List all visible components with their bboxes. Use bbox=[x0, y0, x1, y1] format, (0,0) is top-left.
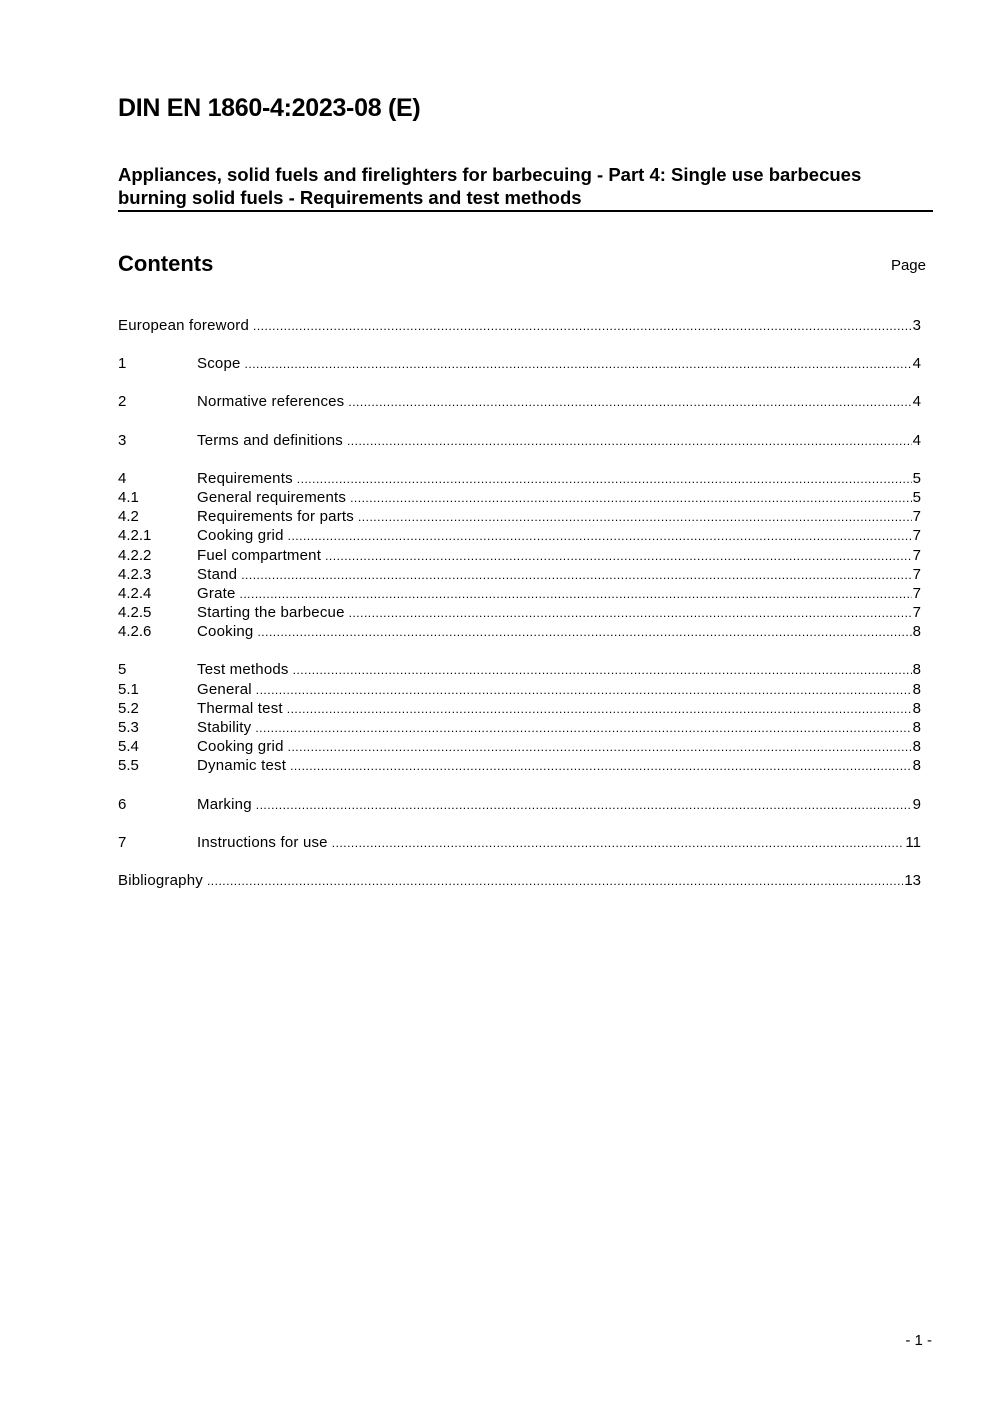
toc-entry-page: 9 bbox=[912, 795, 921, 813]
toc-entry-number: 5.2 bbox=[118, 699, 139, 717]
toc-dot-leader bbox=[287, 700, 912, 719]
toc-entry-number: 4.2.1 bbox=[118, 527, 152, 545]
toc-dot-leader bbox=[297, 470, 912, 489]
toc-entry-number: 5.4 bbox=[118, 738, 139, 756]
toc-entry-number: 5.3 bbox=[118, 719, 139, 736]
toc-entry-number: 4 bbox=[118, 469, 127, 487]
toc-entry-page: 13 bbox=[904, 871, 921, 889]
toc-dot-leader bbox=[288, 527, 912, 546]
toc-entry-number: 1 bbox=[118, 355, 127, 373]
toc-entry[interactable] bbox=[118, 622, 921, 641]
toc-entry-page: 8 bbox=[912, 738, 921, 756]
toc-dot-leader bbox=[358, 508, 912, 527]
toc-dot-leader bbox=[257, 623, 911, 642]
toc-entry-title: Marking bbox=[197, 795, 252, 813]
toc-entry-number: 5.1 bbox=[118, 680, 139, 698]
toc-entry-number: 2 bbox=[118, 393, 127, 411]
toc-entry-page: 8 bbox=[912, 699, 921, 717]
toc-entry[interactable] bbox=[118, 469, 921, 488]
toc-dot-leader bbox=[347, 432, 912, 451]
toc-dot-leader bbox=[349, 604, 912, 623]
page-column-label: Page bbox=[890, 257, 926, 274]
toc-entry[interactable] bbox=[118, 833, 921, 852]
toc-entry[interactable] bbox=[118, 603, 921, 622]
toc-entry-page: 7 bbox=[912, 565, 921, 583]
toc-dot-leader bbox=[288, 738, 912, 757]
toc-entry-page: 8 bbox=[912, 719, 921, 736]
toc-entry[interactable] bbox=[118, 431, 921, 450]
toc-entry-title: Thermal test bbox=[197, 699, 283, 717]
toc-entry[interactable] bbox=[118, 737, 921, 756]
toc-entry[interactable] bbox=[118, 392, 921, 411]
toc-dot-leader bbox=[256, 681, 912, 700]
toc-dot-leader bbox=[240, 585, 912, 604]
toc-entry-number: 5.5 bbox=[118, 757, 139, 775]
toc-entry[interactable] bbox=[118, 795, 921, 814]
toc-entry-title: Instructions for use bbox=[197, 833, 328, 851]
toc-dot-leader bbox=[245, 355, 912, 374]
toc-entry-number: 4.2.4 bbox=[118, 584, 152, 602]
toc-dot-leader bbox=[332, 834, 905, 853]
toc-entry-page: 8 bbox=[912, 757, 921, 775]
toc-entry[interactable] bbox=[118, 354, 921, 373]
toc-entry-title: Grate bbox=[197, 584, 236, 602]
toc-dot-leader bbox=[255, 719, 911, 738]
toc-entry-number: 7 bbox=[118, 833, 127, 851]
toc-entry-title: Normative references bbox=[197, 393, 345, 411]
toc-entry[interactable] bbox=[118, 316, 921, 335]
toc-entry[interactable] bbox=[118, 584, 921, 603]
toc-entry-number: 5 bbox=[118, 661, 127, 679]
toc-entry-number: 4.2.6 bbox=[118, 623, 152, 641]
toc-entry-page: 7 bbox=[912, 546, 921, 564]
toc-entry-number: 4.2.3 bbox=[118, 565, 152, 583]
toc-entry-page: 7 bbox=[912, 604, 921, 622]
toc-entry-title: Stand bbox=[197, 565, 238, 583]
toc-entry-page: 5 bbox=[912, 488, 921, 506]
toc-entry-number: 6 bbox=[118, 795, 127, 813]
toc-entry-title: Bibliography bbox=[118, 871, 203, 889]
toc-entry[interactable] bbox=[118, 871, 921, 890]
toc-entry-title: Stability bbox=[197, 719, 252, 736]
toc-entry-number: 4.2.5 bbox=[118, 604, 152, 622]
toc-entry-page: 4 bbox=[912, 431, 921, 449]
toc-entry-title: Cooking bbox=[197, 623, 254, 641]
toc-entry-page: 4 bbox=[912, 393, 921, 411]
toc-entry[interactable] bbox=[118, 680, 921, 699]
toc-entry[interactable] bbox=[118, 756, 921, 775]
toc-entry-page: 8 bbox=[912, 623, 921, 641]
toc-entry-title: Dynamic test bbox=[197, 757, 287, 775]
table-of-contents bbox=[118, 316, 921, 890]
toc-entry-number: 3 bbox=[118, 431, 127, 449]
toc-entry-page: 3 bbox=[912, 317, 921, 334]
contents-heading: Contents bbox=[118, 251, 214, 276]
toc-entry-page: 7 bbox=[912, 508, 921, 526]
toc-entry[interactable] bbox=[118, 507, 921, 526]
toc-dot-leader bbox=[325, 547, 912, 566]
toc-entry-page: 4 bbox=[912, 355, 921, 373]
toc-entry-title: General requirements bbox=[197, 488, 347, 506]
toc-entry-title: Fuel compartment bbox=[197, 546, 322, 564]
toc-entry[interactable] bbox=[118, 699, 921, 718]
toc-entry-title: Test methods bbox=[197, 661, 289, 679]
document-title: Appliances, solid fuels and firelighters for barbecuing - Part 4: Single use barbecues burning solid fuels - Requirements and test methods bbox=[118, 163, 933, 212]
toc-entry-number: 4.2.2 bbox=[118, 546, 152, 564]
toc-entry-page: 11 bbox=[905, 833, 921, 851]
toc-entry[interactable] bbox=[118, 546, 921, 565]
toc-entry-page: 8 bbox=[912, 661, 921, 679]
toc-entry-number: 4.1 bbox=[118, 488, 139, 506]
toc-entry-title: Requirements bbox=[197, 469, 293, 487]
toc-dot-leader bbox=[350, 489, 912, 508]
toc-entry-page: 7 bbox=[912, 527, 921, 545]
toc-entry-title: European foreword bbox=[118, 317, 249, 334]
toc-entry-page: 7 bbox=[912, 584, 921, 602]
toc-entry-title: Cooking grid bbox=[197, 738, 284, 756]
toc-entry-title: Requirements for parts bbox=[197, 508, 354, 526]
toc-dot-leader bbox=[290, 757, 912, 776]
toc-entry-page: 5 bbox=[912, 469, 921, 487]
toc-dot-leader bbox=[207, 872, 903, 891]
toc-dot-leader bbox=[241, 566, 911, 585]
toc-entry[interactable] bbox=[118, 565, 921, 584]
toc-entry-page: 8 bbox=[912, 680, 921, 698]
page-number: - 1 - bbox=[905, 1332, 932, 1349]
toc-entry-title: General bbox=[197, 680, 252, 698]
toc-entry[interactable] bbox=[118, 660, 921, 679]
toc-entry-title: Terms and definitions bbox=[197, 431, 343, 449]
toc-dot-leader bbox=[293, 661, 912, 680]
toc-entry[interactable] bbox=[118, 718, 921, 737]
toc-entry-number: 4.2 bbox=[118, 508, 139, 526]
toc-entry-title: Cooking grid bbox=[197, 527, 284, 545]
toc-entry-title: Starting the barbecue bbox=[197, 604, 345, 622]
toc-dot-leader bbox=[253, 317, 912, 336]
toc-entry[interactable] bbox=[118, 526, 921, 545]
toc-dot-leader bbox=[348, 393, 911, 412]
toc-entry[interactable] bbox=[118, 488, 921, 507]
toc-entry-title: Scope bbox=[197, 355, 241, 373]
document-id: DIN EN 1860-4:2023-08 (E) bbox=[118, 94, 421, 122]
toc-dot-leader bbox=[256, 796, 912, 815]
